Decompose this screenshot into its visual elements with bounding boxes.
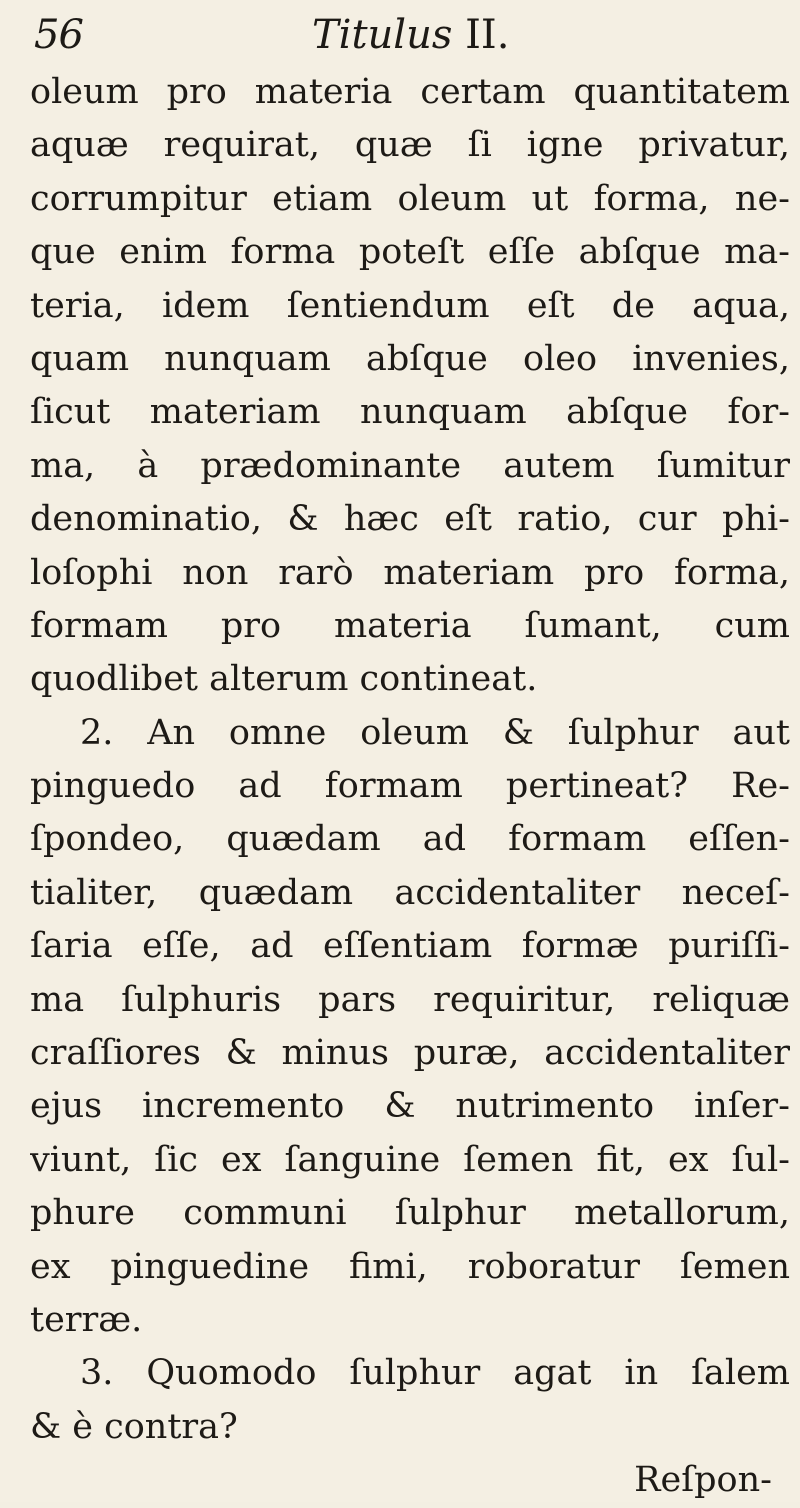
text-line: que enim forma poteſt eſſe abſque ma- <box>30 232 790 273</box>
text-line: ſicut materiam nunquam abſque for- <box>30 392 790 433</box>
text-line: teria, idem ſentiendum eſt de aqua, <box>30 285 790 326</box>
text-line: ejus incremento & nutrimento inſer- <box>30 1086 790 1127</box>
text-line: tialiter, quædam accidentaliter neceſ- <box>30 872 790 913</box>
text-line: corrumpitur etiam oleum ut forma, ne- <box>30 178 790 219</box>
text-line: ſpondeo, quædam ad formam eſſen- <box>30 819 790 860</box>
text-line: viunt, ſic ex ſanguine ſemen fit, ex ſul- <box>30 1139 790 1180</box>
text-line: ma, à prædominante autem ſumitur <box>30 445 790 486</box>
text-line: terræ. <box>30 1299 143 1340</box>
text-line: Reſpon- <box>634 1460 772 1501</box>
page-number: 56 <box>34 12 83 58</box>
running-title-numeral: II. <box>465 12 510 58</box>
text-line: oleum pro materia certam quantitatem <box>30 72 790 112</box>
text-line: & è contra? <box>30 1406 238 1447</box>
text-line: 2. An omne oleum & ſulphur aut <box>80 712 790 753</box>
running-title-word: Titulus <box>312 12 453 58</box>
text-line: phure communi ſulphur metallorum, <box>30 1193 790 1234</box>
text-line: quodlibet alterum contineat. <box>30 659 538 700</box>
text-line: ma ſulphuris pars requiritur, reliquæ <box>30 979 790 1020</box>
text-line: ſaria eſſe, ad eſſentiam formæ puriſſi- <box>30 926 790 967</box>
text-line: pinguedo ad formam pertineat? Re- <box>30 766 790 807</box>
page-header <box>34 12 774 64</box>
text-line: craſſiores & minus puræ, accidentaliter <box>30 1033 790 1074</box>
text-line: quam nunquam abſque oleo invenies, <box>30 338 790 379</box>
running-title <box>312 12 509 58</box>
text-line: ex pinguedine fimi, roboratur ſemen <box>30 1246 790 1287</box>
text-line: 3. Quomodo ſulphur agat in ſalem <box>80 1353 790 1394</box>
text-line: denominatio, & hæc eſt ratio, cur phi- <box>30 499 790 540</box>
text-line: loſophi non rarò materiam pro forma, <box>30 552 790 593</box>
text-line: formam pro materia ſumant, cum <box>30 605 790 646</box>
text-line: aquæ requirat, quæ ſi igne privatur, <box>30 125 790 166</box>
body-text <box>30 66 790 1508</box>
